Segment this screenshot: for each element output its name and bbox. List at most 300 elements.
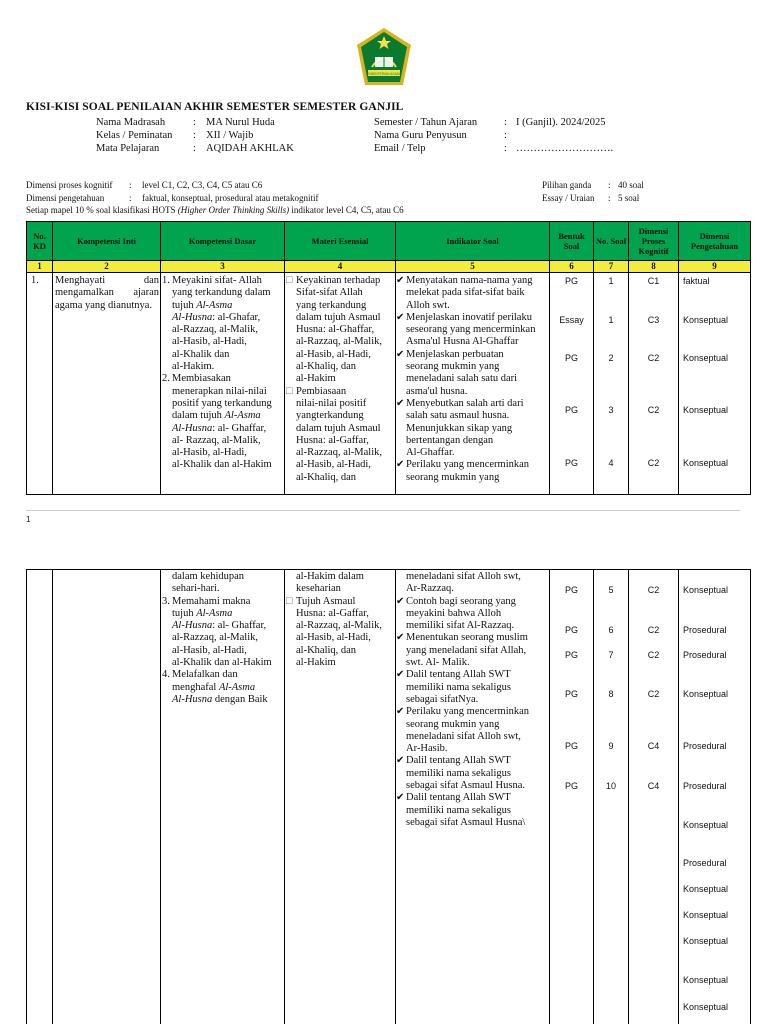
line-text: meneladani sifat Alloh swt, (406, 730, 521, 742)
col-number: 4 (284, 260, 396, 273)
list-marker (162, 410, 172, 422)
text-line (286, 571, 394, 583)
line-text: Pembiasaan (296, 385, 347, 397)
list-marker (162, 386, 172, 398)
list-marker (286, 657, 296, 669)
text-line (286, 361, 394, 373)
line-text: al-Hakim dalam (296, 571, 364, 582)
list-marker (396, 423, 406, 435)
list-marker (396, 694, 406, 706)
text-line (396, 312, 548, 324)
line-text: sehari-hari. (172, 583, 220, 595)
logo-banner-text: KEMENTERIAN AGAMA (366, 71, 402, 76)
header-bentuk: Bentuk Soal (549, 221, 594, 261)
text-line (162, 398, 284, 410)
text-line (396, 768, 548, 780)
header-proses: Dimensi Proses Kognitif (628, 221, 679, 261)
line-text: Keyakinan terhadap (296, 275, 381, 286)
line-text: memiliki nama sekaligus (406, 767, 511, 779)
list-marker (396, 373, 406, 385)
info-value-email: ………………………. (516, 143, 614, 154)
cell-bentuk: PG (564, 625, 578, 635)
header-materi: Materi Esensial (284, 221, 396, 261)
cell-no: 4 (608, 458, 614, 468)
materi-esensial (286, 275, 394, 484)
line-text: al-Hasib, al-Hadi, (296, 632, 371, 644)
info-value-kelas: XII / Wajib (206, 130, 254, 141)
cell-pengetahuan: Konseptual (683, 884, 729, 894)
text-line (396, 398, 548, 410)
list-marker (396, 583, 406, 595)
list-marker (286, 410, 296, 422)
text-line (286, 300, 394, 312)
header-no-soal: No. Soal (593, 221, 629, 261)
line-text: Menyebutkan salah arti dari (406, 397, 524, 409)
text-line (396, 472, 548, 484)
checkmark-icon: ✔ (396, 397, 405, 409)
box-bullet-icon: □ (286, 275, 293, 286)
line-text: keseharian (296, 583, 341, 595)
line-text: seseorang yang mencerminkan (406, 324, 536, 336)
cell-proses: C2 (647, 625, 660, 635)
cell-pengetahuan: Konseptual (683, 458, 729, 468)
cell-no: 1 (608, 315, 614, 325)
text-line (162, 312, 284, 324)
line-text: Dalil tentang Allah SWT (406, 755, 511, 767)
list-marker (162, 645, 172, 657)
list-marker (286, 361, 296, 373)
line-text: al-Khalik dan al-Hakim (172, 657, 272, 669)
cell-proses: C2 (647, 458, 660, 468)
text-line (286, 312, 394, 324)
cell-pengetahuan: Konseptual (683, 820, 729, 830)
line-text: Al-Husna: al-Ghafar, (172, 311, 261, 323)
cell-proses: C4 (647, 741, 660, 751)
list-marker (396, 780, 406, 792)
text-line (286, 435, 394, 447)
kompetensi-dasar-cont (162, 571, 284, 706)
list-marker (162, 620, 172, 632)
cell-no: 7 (608, 650, 614, 660)
line-text: yang terkandung dalam (172, 287, 271, 299)
cell-pengetahuan: faktual (683, 276, 710, 286)
cell-no: 6 (608, 625, 614, 635)
checkmark-icon: ✔ (396, 459, 405, 471)
text-line (286, 632, 394, 644)
text-line (162, 694, 284, 706)
text-line (286, 349, 394, 361)
col-number: 8 (628, 260, 679, 273)
line-text: Ar-Hasib. (406, 743, 448, 755)
line-text: Menyatakan nama-nama yang (406, 275, 533, 286)
list-marker (286, 324, 296, 336)
col-number: 3 (160, 260, 285, 273)
line-text: yang terkandung (296, 299, 367, 311)
dim-kognitif-label: Dimensi proses kognitif (26, 180, 113, 190)
line-text: bertentangan dengan (406, 434, 494, 446)
line-text: al-Khaliq, dan (296, 644, 357, 656)
text-line (286, 459, 394, 471)
text-line (162, 300, 284, 312)
line-text: Dalil tentang Allah SWT (406, 669, 511, 681)
list-marker (286, 373, 296, 385)
checkmark-icon: ✔ (396, 632, 405, 644)
line-text: nilai-nilai positif (296, 397, 367, 409)
text-line (396, 645, 548, 657)
cell-proses: C2 (647, 689, 660, 699)
list-marker (286, 300, 296, 312)
line-text: Contoh bagi seorang yang (406, 595, 516, 607)
list-marker (162, 361, 172, 373)
text-line (396, 731, 548, 743)
line-text: yang meneladani sifat Allah, (406, 644, 527, 656)
no-kd: 1. (31, 275, 39, 286)
list-marker (162, 459, 172, 471)
text-line (286, 423, 394, 435)
line-text: asma'ul husna. (406, 385, 468, 397)
text-line (396, 620, 548, 632)
line-text: Dalil tentang Allah SWT (406, 792, 511, 804)
line-text: sebagai sifatNya. (406, 693, 479, 705)
page-number: 1 (26, 515, 31, 524)
line-text: Husna: al-Ghaffar, (296, 324, 375, 336)
list-marker (162, 336, 172, 348)
hots-note: Setiap mapel 10 % soal klasifikasi HOTS (Higher Order Thinking Skills) indikator level C4, C5, atau C6 (26, 205, 404, 215)
text-line (162, 669, 284, 681)
cell-no: 3 (608, 405, 614, 415)
text-line (162, 447, 284, 459)
list-marker (396, 571, 406, 583)
page-separator (26, 510, 740, 511)
list-marker (162, 583, 172, 595)
line-text: al-Hasib, al-Hadi, (296, 459, 371, 471)
line-text: Husna: al-Gaffar, (296, 607, 369, 619)
text-line (396, 361, 548, 373)
line-text: sebagai sifat Asmaul Husna. (406, 780, 525, 792)
cell-bentuk: PG (564, 585, 578, 595)
line-text: Menunjukkan sikap yang (406, 422, 513, 434)
cell-pengetahuan: Konseptual (683, 405, 729, 415)
list-marker (286, 571, 296, 583)
cell-no: 1 (608, 276, 614, 286)
line-text: seorang mukmin yang (406, 718, 500, 730)
info-label-kelas: Kelas / Peminatan (96, 130, 173, 141)
col-number: 5 (395, 260, 550, 273)
line-text: Melafalkan dan (172, 669, 238, 681)
line-text: al- Razzaq, al-Malik, (172, 434, 261, 446)
list-marker (286, 620, 296, 632)
kompetensi-inti: Menghayati dan mengamalkan ajaran agama yang dianutnya. (55, 275, 159, 311)
list-marker (396, 447, 406, 459)
line-text: al-Razzaq, al-Malik, (296, 447, 382, 459)
line-text: Sifat-sifat Allah (296, 287, 363, 299)
list-marker (286, 336, 296, 348)
dim-pengetahuan-label: Dimensi pengetahuan (26, 193, 105, 203)
cell-proses: C2 (647, 650, 660, 660)
list-marker (396, 324, 406, 336)
line-text: yangterkandung (296, 410, 364, 422)
line-text: tujuh Al-Asma (172, 607, 233, 619)
line-text: al-Khalik dan (172, 348, 230, 360)
cell-bentuk: PG (564, 276, 578, 286)
list-marker (396, 719, 406, 731)
line-text: salah satu asmaul husna. (406, 410, 510, 422)
line-text: al-Hakim. (172, 361, 215, 373)
text-line (162, 423, 284, 435)
text-line (396, 447, 548, 459)
cell-bentuk: PG (564, 353, 578, 363)
text-line (286, 398, 394, 410)
text-line (162, 583, 284, 595)
cell-pengetahuan: Konseptual (683, 315, 729, 325)
list-marker (162, 694, 172, 706)
line-text: positif yang terkandung (172, 397, 272, 409)
pilihan-ganda-value: 40 soal (618, 180, 644, 190)
list-marker (396, 608, 406, 620)
text-line (396, 423, 548, 435)
list-marker (396, 805, 406, 817)
list-marker (396, 731, 406, 743)
text-line (162, 459, 284, 471)
list-marker (286, 312, 296, 324)
info-value-semester: I (Ganjil). 2024/2025 (516, 117, 606, 128)
list-marker (286, 645, 296, 657)
list-marker (396, 472, 406, 484)
checkmark-icon: ✔ (396, 348, 405, 360)
text-line (162, 620, 284, 632)
list-marker (286, 423, 296, 435)
text-line (286, 645, 394, 657)
line-text: meneladani sifat Alloh swt, (406, 571, 521, 582)
list-marker: 1. (162, 275, 170, 286)
line-text: al-Hasib, al-Hadi, (172, 447, 247, 459)
line-text: al-Khalik dan al-Hakim (172, 459, 272, 471)
list-marker (396, 410, 406, 422)
box-bullet-icon: □ (286, 595, 293, 607)
cell-no: 8 (608, 689, 614, 699)
list-marker: 4. (162, 669, 170, 681)
text-line (396, 755, 548, 767)
text-line (162, 275, 284, 287)
line-text: memiliki sifat Al-Razzaq. (406, 620, 515, 632)
essay-value: 5 soal (618, 193, 640, 203)
text-line (396, 435, 548, 447)
list-marker (162, 312, 172, 324)
list-marker (162, 571, 172, 583)
info-value-mapel: AQIDAH AKHLAK (206, 143, 294, 154)
checkmark-icon: ✔ (396, 755, 405, 767)
line-text: dalam kehidupan (172, 571, 245, 582)
list-marker: 3. (162, 595, 170, 607)
cell-no: 10 (605, 781, 616, 791)
list-marker (286, 435, 296, 447)
line-text: dalam tujuh Al-Asma (172, 410, 261, 422)
text-line (396, 657, 548, 669)
text-line (396, 571, 548, 583)
list-marker (396, 435, 406, 447)
info-label-mapel: Mata Pelajaran (96, 143, 160, 154)
header-kompetensi-inti: Kompetensi Inti (52, 221, 161, 261)
checkmark-icon: ✔ (396, 669, 405, 681)
line-text: al-Razzaq, al-Malik, (296, 620, 382, 632)
line-text: menghafal Al-Asma (172, 681, 256, 693)
text-line (396, 694, 548, 706)
line-text: menerapkan nilai-nilai (172, 385, 267, 397)
header-pengetahuan: Dimensi Pengetahuan (678, 221, 751, 261)
text-line (286, 447, 394, 459)
line-text: al-Khaliq, dan (296, 361, 357, 373)
info-label-email: Email / Telp (374, 143, 426, 154)
text-line (162, 361, 284, 373)
line-text: melekat pada sifat-sifat baik (406, 287, 525, 299)
line-text: Al-Ghaffar. (406, 447, 455, 459)
cell-pengetahuan: Prosedural (683, 858, 727, 868)
text-line (162, 682, 284, 694)
list-marker (396, 682, 406, 694)
line-text: seorang mukmin yang (406, 361, 500, 373)
line-text: Menjelaskan inovatif perilaku (406, 311, 532, 323)
cell-pengetahuan: Konseptual (683, 910, 729, 920)
kemenag-logo (355, 27, 413, 89)
text-line (286, 608, 394, 620)
text-line (396, 706, 548, 718)
line-text: Membiasakan (172, 373, 231, 385)
text-line (396, 300, 548, 312)
document-title: KISI-KISI SOAL PENILAIAN AKHIR SEMESTER SEMESTER GANJIL (26, 101, 404, 113)
box-bullet-icon: □ (286, 385, 293, 397)
text-line (396, 386, 548, 398)
text-line (286, 324, 394, 336)
text-line (162, 287, 284, 299)
list-marker (396, 300, 406, 312)
line-text: Al-Husna: al- Ghaffar, (172, 620, 267, 632)
line-text: al-Razzaq, al-Malik, (172, 324, 258, 336)
text-line (396, 410, 548, 422)
list-marker (286, 398, 296, 410)
text-line (162, 386, 284, 398)
line-text: al-Hasib, al-Hadi, (172, 644, 247, 656)
list-marker (162, 423, 172, 435)
text-line (396, 608, 548, 620)
line-text: al-Hakim (296, 657, 336, 669)
essay-label: Essay / Uraian (542, 193, 595, 203)
text-line (396, 459, 548, 471)
text-line (396, 275, 548, 287)
indikator-soal-cont (396, 571, 548, 829)
text-line (286, 373, 394, 385)
list-marker (162, 349, 172, 361)
cell-no: 2 (608, 353, 614, 363)
text-line (396, 583, 548, 595)
line-text: al-Razzaq, al-Malik, (296, 336, 382, 348)
line-text: seorang mukmin yang (406, 471, 500, 483)
line-text: sebagai sifat Asmaul Husna\ (406, 816, 526, 828)
list-marker (286, 608, 296, 620)
cell-proses: C2 (647, 405, 660, 415)
col-number: 2 (52, 260, 161, 273)
line-text: Asma'ul Husna Al-Ghaffar (406, 336, 519, 348)
list-marker (162, 287, 172, 299)
text-line (286, 596, 394, 608)
text-line (162, 336, 284, 348)
cell-pengetahuan: Prosedural (683, 650, 727, 660)
line-text: Meyakini sifat- Allah (172, 275, 262, 286)
line-text: memiliki nama sekaligus (406, 681, 511, 693)
text-line (162, 645, 284, 657)
list-marker (286, 583, 296, 595)
line-text: Alloh swt. (406, 299, 450, 311)
list-marker (286, 349, 296, 361)
list-marker (396, 386, 406, 398)
list-marker (396, 287, 406, 299)
info-value-madrasah: MA Nurul Huda (206, 117, 275, 128)
info-label-guru: Nama Guru Penyusun (374, 130, 467, 141)
list-marker (162, 657, 172, 669)
materi-esensial-cont (286, 571, 394, 669)
line-text: Perilaku yang mencerminkan (406, 706, 530, 718)
col-number: 9 (678, 260, 751, 273)
line-text: dalam tujuh Asmaul (296, 311, 381, 323)
text-line (396, 632, 548, 644)
text-line (286, 583, 394, 595)
cell-proses: C3 (647, 315, 660, 325)
line-text: dalam tujuh Asmaul (296, 422, 381, 434)
text-line (396, 336, 548, 348)
cell-pengetahuan: Konseptual (683, 689, 729, 699)
col-number: 7 (593, 260, 629, 273)
text-line (162, 632, 284, 644)
text-line (286, 472, 394, 484)
text-line (396, 324, 548, 336)
text-line (396, 743, 548, 755)
text-line (162, 571, 284, 583)
line-text: al-Razzaq, al-Malik, (172, 632, 258, 644)
text-line (396, 669, 548, 681)
list-marker (396, 657, 406, 669)
list-marker (286, 447, 296, 459)
line-text: Ar-Razzaq. (406, 583, 454, 595)
list-marker (162, 398, 172, 410)
text-line (286, 287, 394, 299)
text-line (162, 373, 284, 385)
list-marker (396, 336, 406, 348)
cell-pengetahuan: Konseptual (683, 353, 729, 363)
list-marker (162, 608, 172, 620)
line-text: al-Hasib, al-Hadi, (296, 348, 371, 360)
checkmark-icon: ✔ (396, 275, 405, 286)
text-line (396, 792, 548, 804)
line-text: Tujuh Asmaul (296, 595, 356, 607)
list-marker (396, 361, 406, 373)
text-line (396, 719, 548, 731)
list-marker (286, 459, 296, 471)
list-marker (396, 817, 406, 829)
pilihan-ganda-label: Pilihan ganda (542, 180, 592, 190)
text-line (162, 349, 284, 361)
dim-kognitif-value: level C1, C2, C3, C4, C5 atau C6 (142, 180, 263, 190)
list-marker (162, 632, 172, 644)
cell-pengetahuan: Prosedural (683, 781, 727, 791)
cell-bentuk: PG (564, 405, 578, 415)
text-line (396, 817, 548, 829)
list-marker (286, 472, 296, 484)
line-text: Al-Husna: al- Ghaffar, (172, 422, 267, 434)
cell-bentuk: PG (564, 741, 578, 751)
text-line (162, 608, 284, 620)
header-no-kd: No. KD (26, 221, 53, 261)
line-text: memiliki nama sekaligus (406, 804, 511, 816)
text-line (396, 805, 548, 817)
